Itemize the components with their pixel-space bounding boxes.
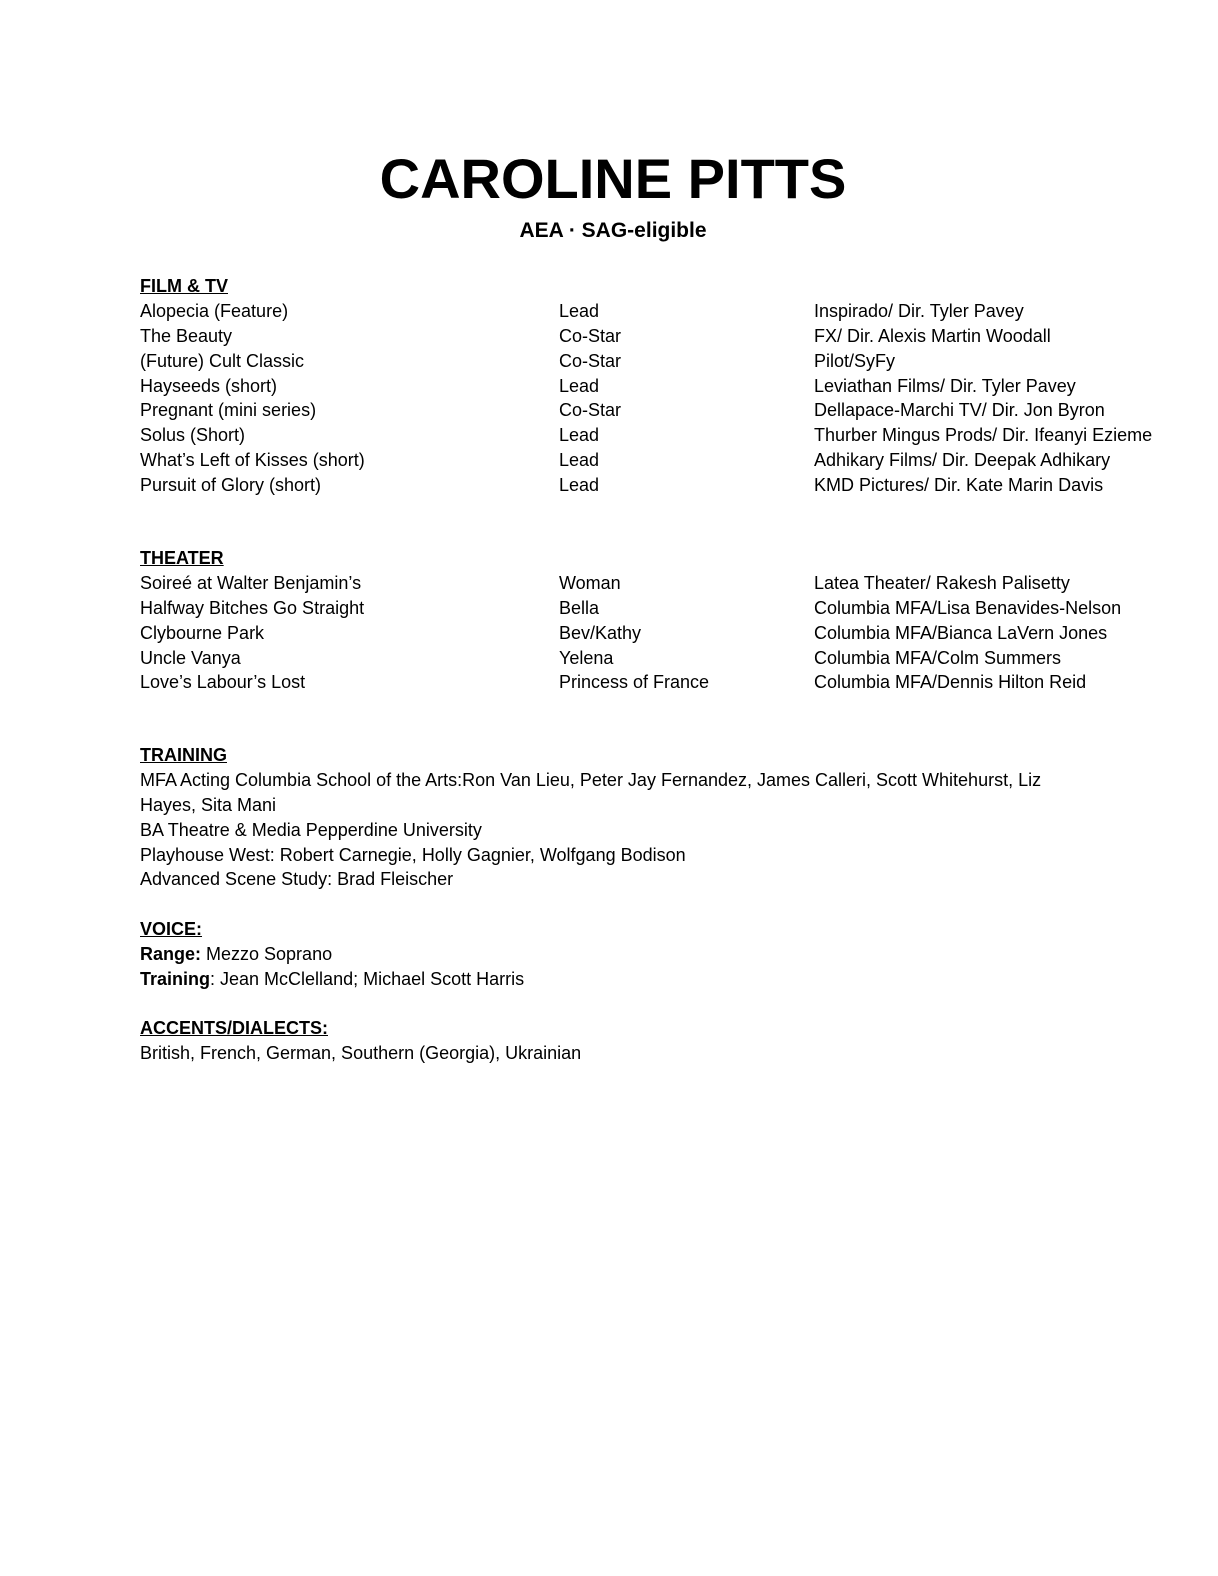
credit-title: Uncle Vanya: [140, 647, 241, 668]
credit-row: [140, 349, 896, 374]
credit-company: Latea Theater/ Rakesh Palisetty: [814, 572, 1070, 593]
credit-row: [140, 596, 1122, 621]
credit-row: [140, 621, 1108, 646]
credit-row: [140, 571, 1070, 596]
credit-role: Lead: [559, 450, 600, 471]
credit-role: Lead: [559, 375, 600, 396]
credit-title: Pursuit of Glory (short): [140, 475, 322, 496]
accents-list: British, French, German, Southern (Georgia), Ukrainian: [140, 1042, 582, 1063]
credit-row: [140, 398, 1105, 423]
training-entry: MFA Acting Columbia School of the Arts:Ron Van Lieu, Peter Jay Fernandez, James Calleri, Scott Whitehurst, Liz Hayes, Sita Mani: [140, 769, 1042, 815]
accents-heading: ACCENTS/DIALECTS:: [140, 1018, 328, 1038]
credit-company: Leviathan Films/ Dir. Tyler Pavey: [814, 375, 1076, 396]
voice-range-label: Range:: [140, 943, 202, 964]
credit-role: Lead: [559, 475, 600, 496]
credit-row: [140, 423, 1153, 448]
voice-range-value: Mezzo Soprano: [201, 943, 333, 964]
credit-role: Co-Star: [559, 350, 622, 371]
credit-row: [140, 324, 1051, 349]
credit-role: Yelena: [559, 647, 614, 668]
credit-title: Alopecia (Feature): [140, 300, 289, 321]
credit-company: Columbia MFA/Lisa Benavides-Nelson: [814, 597, 1122, 618]
credit-title: What’s Left of Kisses (short): [140, 450, 365, 471]
credit-title: Soireé at Walter Benjamin’s: [140, 572, 362, 593]
credit-title: Pregnant (mini series): [140, 400, 317, 421]
credit-company: Dellapace-Marchi TV/ Dir. Jon Byron: [814, 400, 1105, 421]
credit-row: [140, 448, 1111, 473]
training-entry: Advanced Scene Study: Brad Fleischer: [140, 869, 454, 890]
credit-role: Princess of France: [559, 672, 710, 693]
training-entry: BA Theatre & Media Pepperdine University: [140, 819, 482, 840]
film-tv-heading: FILM & TV: [140, 276, 228, 296]
credit-company: Columbia MFA/Colm Summers: [814, 647, 1062, 668]
credit-company: Columbia MFA/Bianca LaVern Jones: [814, 622, 1108, 643]
credit-role: Bella: [559, 597, 600, 618]
accents-section: [140, 1016, 581, 1066]
credit-row: [140, 299, 1024, 324]
credit-title: Hayseeds (short): [140, 375, 278, 396]
credit-title: (Future) Cult Classic: [140, 350, 305, 371]
credit-row: [140, 473, 1104, 498]
theater-heading: THEATER: [140, 548, 224, 568]
actor-name: CAROLINE PITTS: [379, 147, 847, 210]
credit-row: [140, 646, 1062, 671]
credit-company: Inspirado/ Dir. Tyler Pavey: [814, 300, 1024, 321]
credit-title: Love’s Labour’s Lost: [140, 672, 306, 693]
credit-title: Clybourne Park: [140, 622, 265, 643]
credit-company: Thurber Mingus Prods/ Dir. Ifeanyi Ezieme: [814, 425, 1153, 446]
credit-role: Woman: [559, 572, 621, 593]
training-heading: TRAINING: [140, 745, 227, 765]
voice-training: [140, 967, 524, 992]
credit-role: Lead: [559, 425, 600, 446]
voice-heading: VOICE:: [140, 919, 203, 939]
voice-training-value: : Jean McClelland; Michael Scott Harris: [210, 968, 525, 989]
credit-title: Halfway Bitches Go Straight: [140, 597, 365, 618]
credit-title: Solus (Short): [140, 425, 246, 446]
credit-row: [140, 670, 1087, 695]
credit-company: KMD Pictures/ Dir. Kate Marin Davis: [814, 475, 1104, 496]
theater-section: [140, 546, 1122, 695]
voice-training-label: Training: [140, 968, 211, 989]
film-tv-section: [140, 274, 1153, 498]
credit-role: Co-Star: [559, 400, 622, 421]
voice-range: [140, 942, 524, 967]
credit-role: Co-Star: [559, 325, 622, 346]
training-section: [140, 743, 1060, 892]
credit-row: [140, 374, 1076, 399]
union-status: AEA · SAG-eligible: [519, 219, 707, 242]
credit-company: Columbia MFA/Dennis Hilton Reid: [814, 672, 1087, 693]
credit-title: The Beauty: [140, 325, 233, 346]
training-entry: Playhouse West: Robert Carnegie, Holly Gagnier, Wolfgang Bodison: [140, 844, 686, 865]
credit-company: Adhikary Films/ Dir. Deepak Adhikary: [814, 450, 1111, 471]
credit-role: Bev/Kathy: [559, 622, 642, 643]
voice-section: [140, 917, 524, 992]
credit-company: Pilot/SyFy: [814, 350, 896, 371]
credit-company: FX/ Dir. Alexis Martin Woodall: [814, 325, 1051, 346]
credit-role: Lead: [559, 300, 600, 321]
